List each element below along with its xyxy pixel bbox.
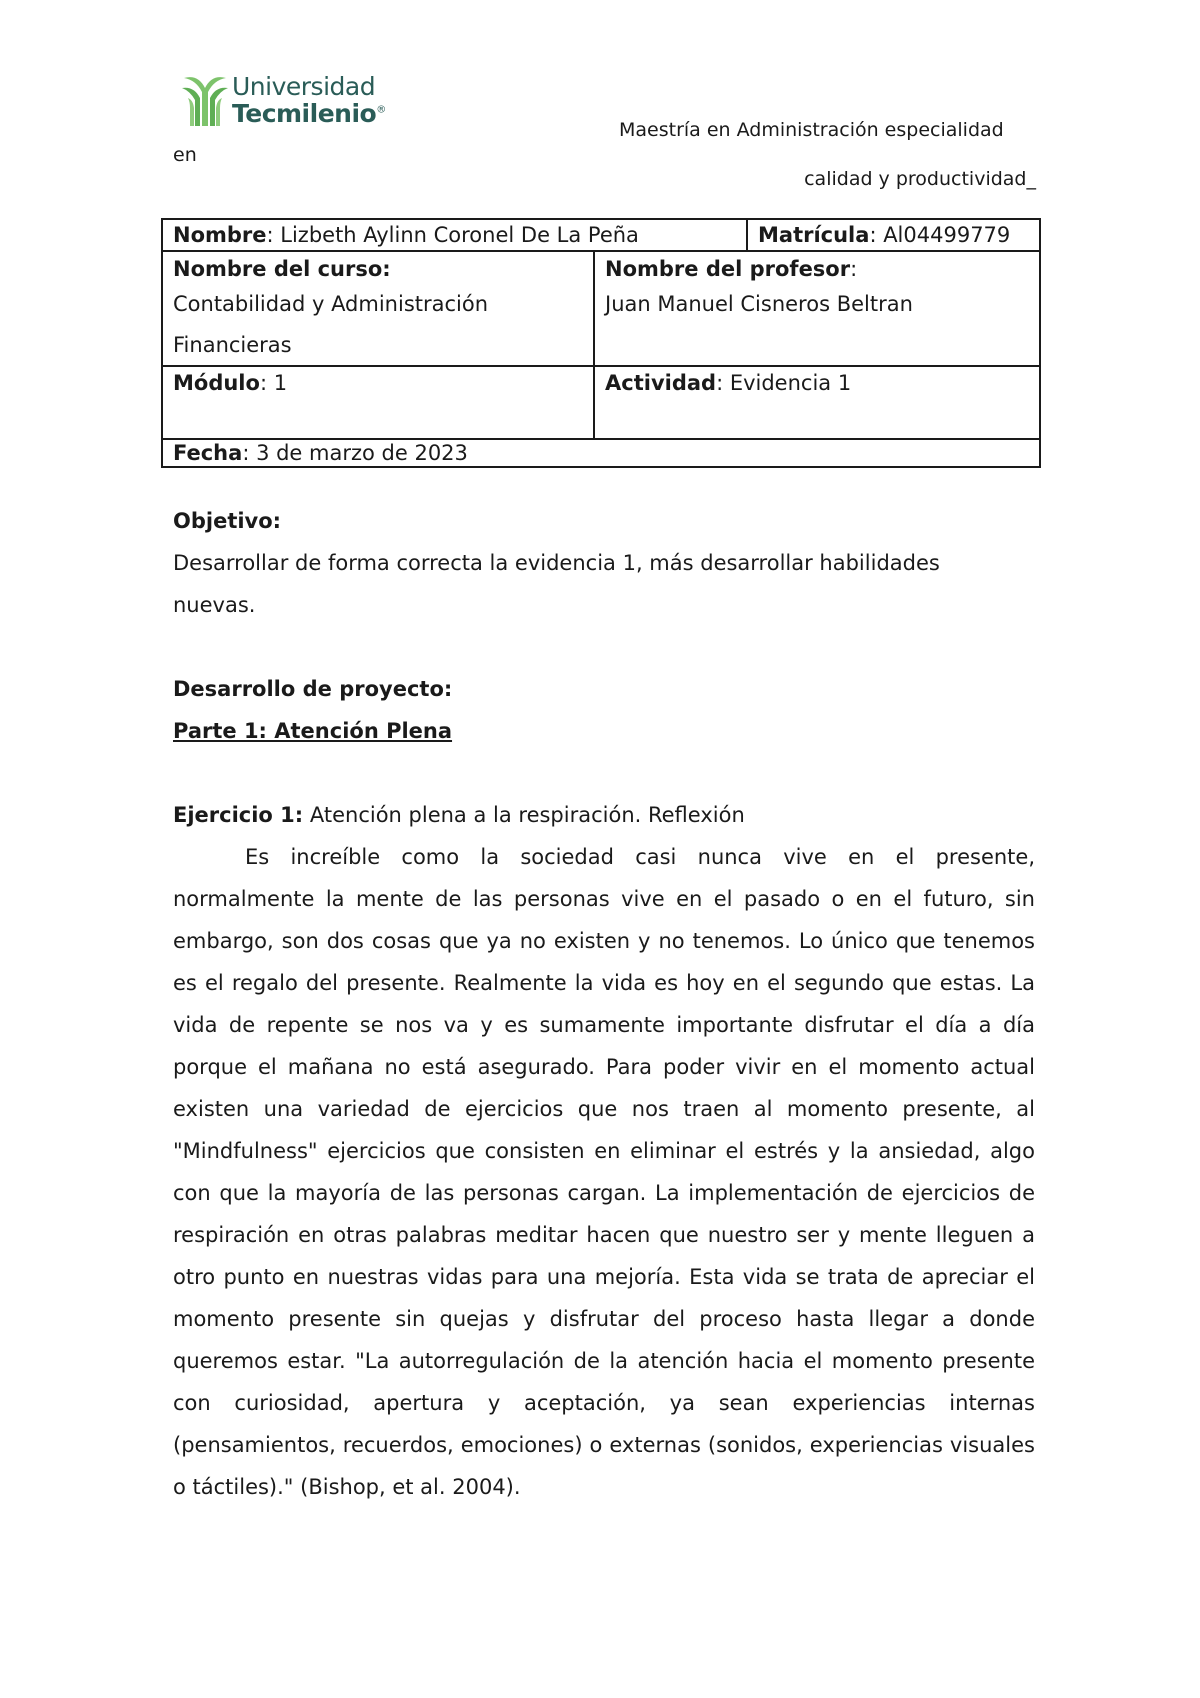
matricula-cell <box>746 220 1039 250</box>
modulo-cell <box>163 367 593 438</box>
info-row-module <box>163 365 1039 438</box>
actividad-label: Actividad <box>605 371 717 395</box>
logo-wordmark-bottom: Tecmilenio® <box>232 99 386 128</box>
header-program-en: en <box>173 144 197 166</box>
actividad-value: : Evidencia 1 <box>716 371 852 395</box>
ejercicio-label: Ejercicio 1: <box>173 803 304 827</box>
curso-value: Contabilidad y Administración Financieras <box>173 292 489 357</box>
ejercicio-line <box>173 794 1035 836</box>
reflexion-paragraph: Es increíble como la sociedad casi nunca vive en el presente, normalmente la mente de las personas vive en el pasado o en el futuro, sin embargo, son dos cosas que ya no existen y no tenemos. Lo único que tenemos es el regalo del presente. Realmente la vida es hoy en el segundo que estas. La vida de repente se nos va y es sumamente importante disfrutar el día a día porque el mañana no está asegurado. Para poder vivir en el momento actual existen una variedad de ejercicios que nos traen al momento presente, al "Mindfulness" ejercicios que consisten en eliminar el estrés y la ansiedad, algo con que la mayoría de las personas cargan. La implementación de ejercicios de respiración en otras palabras meditar hacen que nuestro ser y mente lleguen a otro punto en nuestras vidas para una mejoría. Esta vida se trata de apreciar el momento presente sin quejas y disfrutar del proceso hasta llegar a donde queremos estar. "La autorregulación de la atención hacia el momento presente con curiosidad, apertura y aceptación, ya sean experiencias internas (pensamientos, recuerdos, emociones) o externas (sonidos, experiencias visuales o táctiles)." (Bishop, et al. 2004). <box>173 845 1035 1499</box>
logo-wordmark-top: Universidad <box>232 72 376 101</box>
info-row-date <box>163 438 1039 466</box>
header-program-line2: calidad y productividad_ <box>804 168 1036 190</box>
actividad-cell <box>593 367 1039 438</box>
nombre-cell <box>163 220 746 250</box>
profesor-cell: Nombre del profesor: Juan Manuel Cisneros Beltran <box>593 252 1039 365</box>
matricula-label: Matrícula <box>758 223 870 247</box>
ejercicio-title: Atención plena a la respiración. Reflexión <box>303 803 745 827</box>
info-row-name <box>163 220 1039 250</box>
info-row-course <box>163 250 1039 365</box>
leaf-icon <box>180 74 230 134</box>
curso-label: Nombre del curso: <box>173 257 391 281</box>
document-body <box>173 500 1035 1508</box>
fecha-label: Fecha <box>173 441 243 465</box>
profesor-value: Juan Manuel Cisneros Beltran <box>605 292 913 316</box>
desarrollo-heading: Desarrollo de proyecto: <box>173 677 453 701</box>
nombre-value: : Lizbeth Aylinn Coronel De La Peña <box>266 223 639 247</box>
student-info-table <box>161 218 1041 468</box>
objetivo-heading: Objetivo: <box>173 509 282 533</box>
matricula-value: : Al04499779 <box>869 223 1011 247</box>
nombre-label: Nombre <box>173 223 267 247</box>
profesor-label: Nombre del profesor <box>605 257 851 281</box>
parte-heading: Parte 1: Atención Plena <box>173 719 453 743</box>
objetivo-text: Desarrollar de forma correcta la evidencia 1, más desarrollar habilidades nuevas. <box>173 551 940 617</box>
modulo-value: : 1 <box>259 371 288 395</box>
fecha-cell <box>163 440 1039 466</box>
curso-cell <box>163 252 593 365</box>
university-logo <box>180 72 386 142</box>
modulo-label: Módulo <box>173 371 260 395</box>
header-program-line1: Maestría en Administración especialidad <box>619 119 1004 141</box>
fecha-value: : 3 de marzo de 2023 <box>242 441 468 465</box>
